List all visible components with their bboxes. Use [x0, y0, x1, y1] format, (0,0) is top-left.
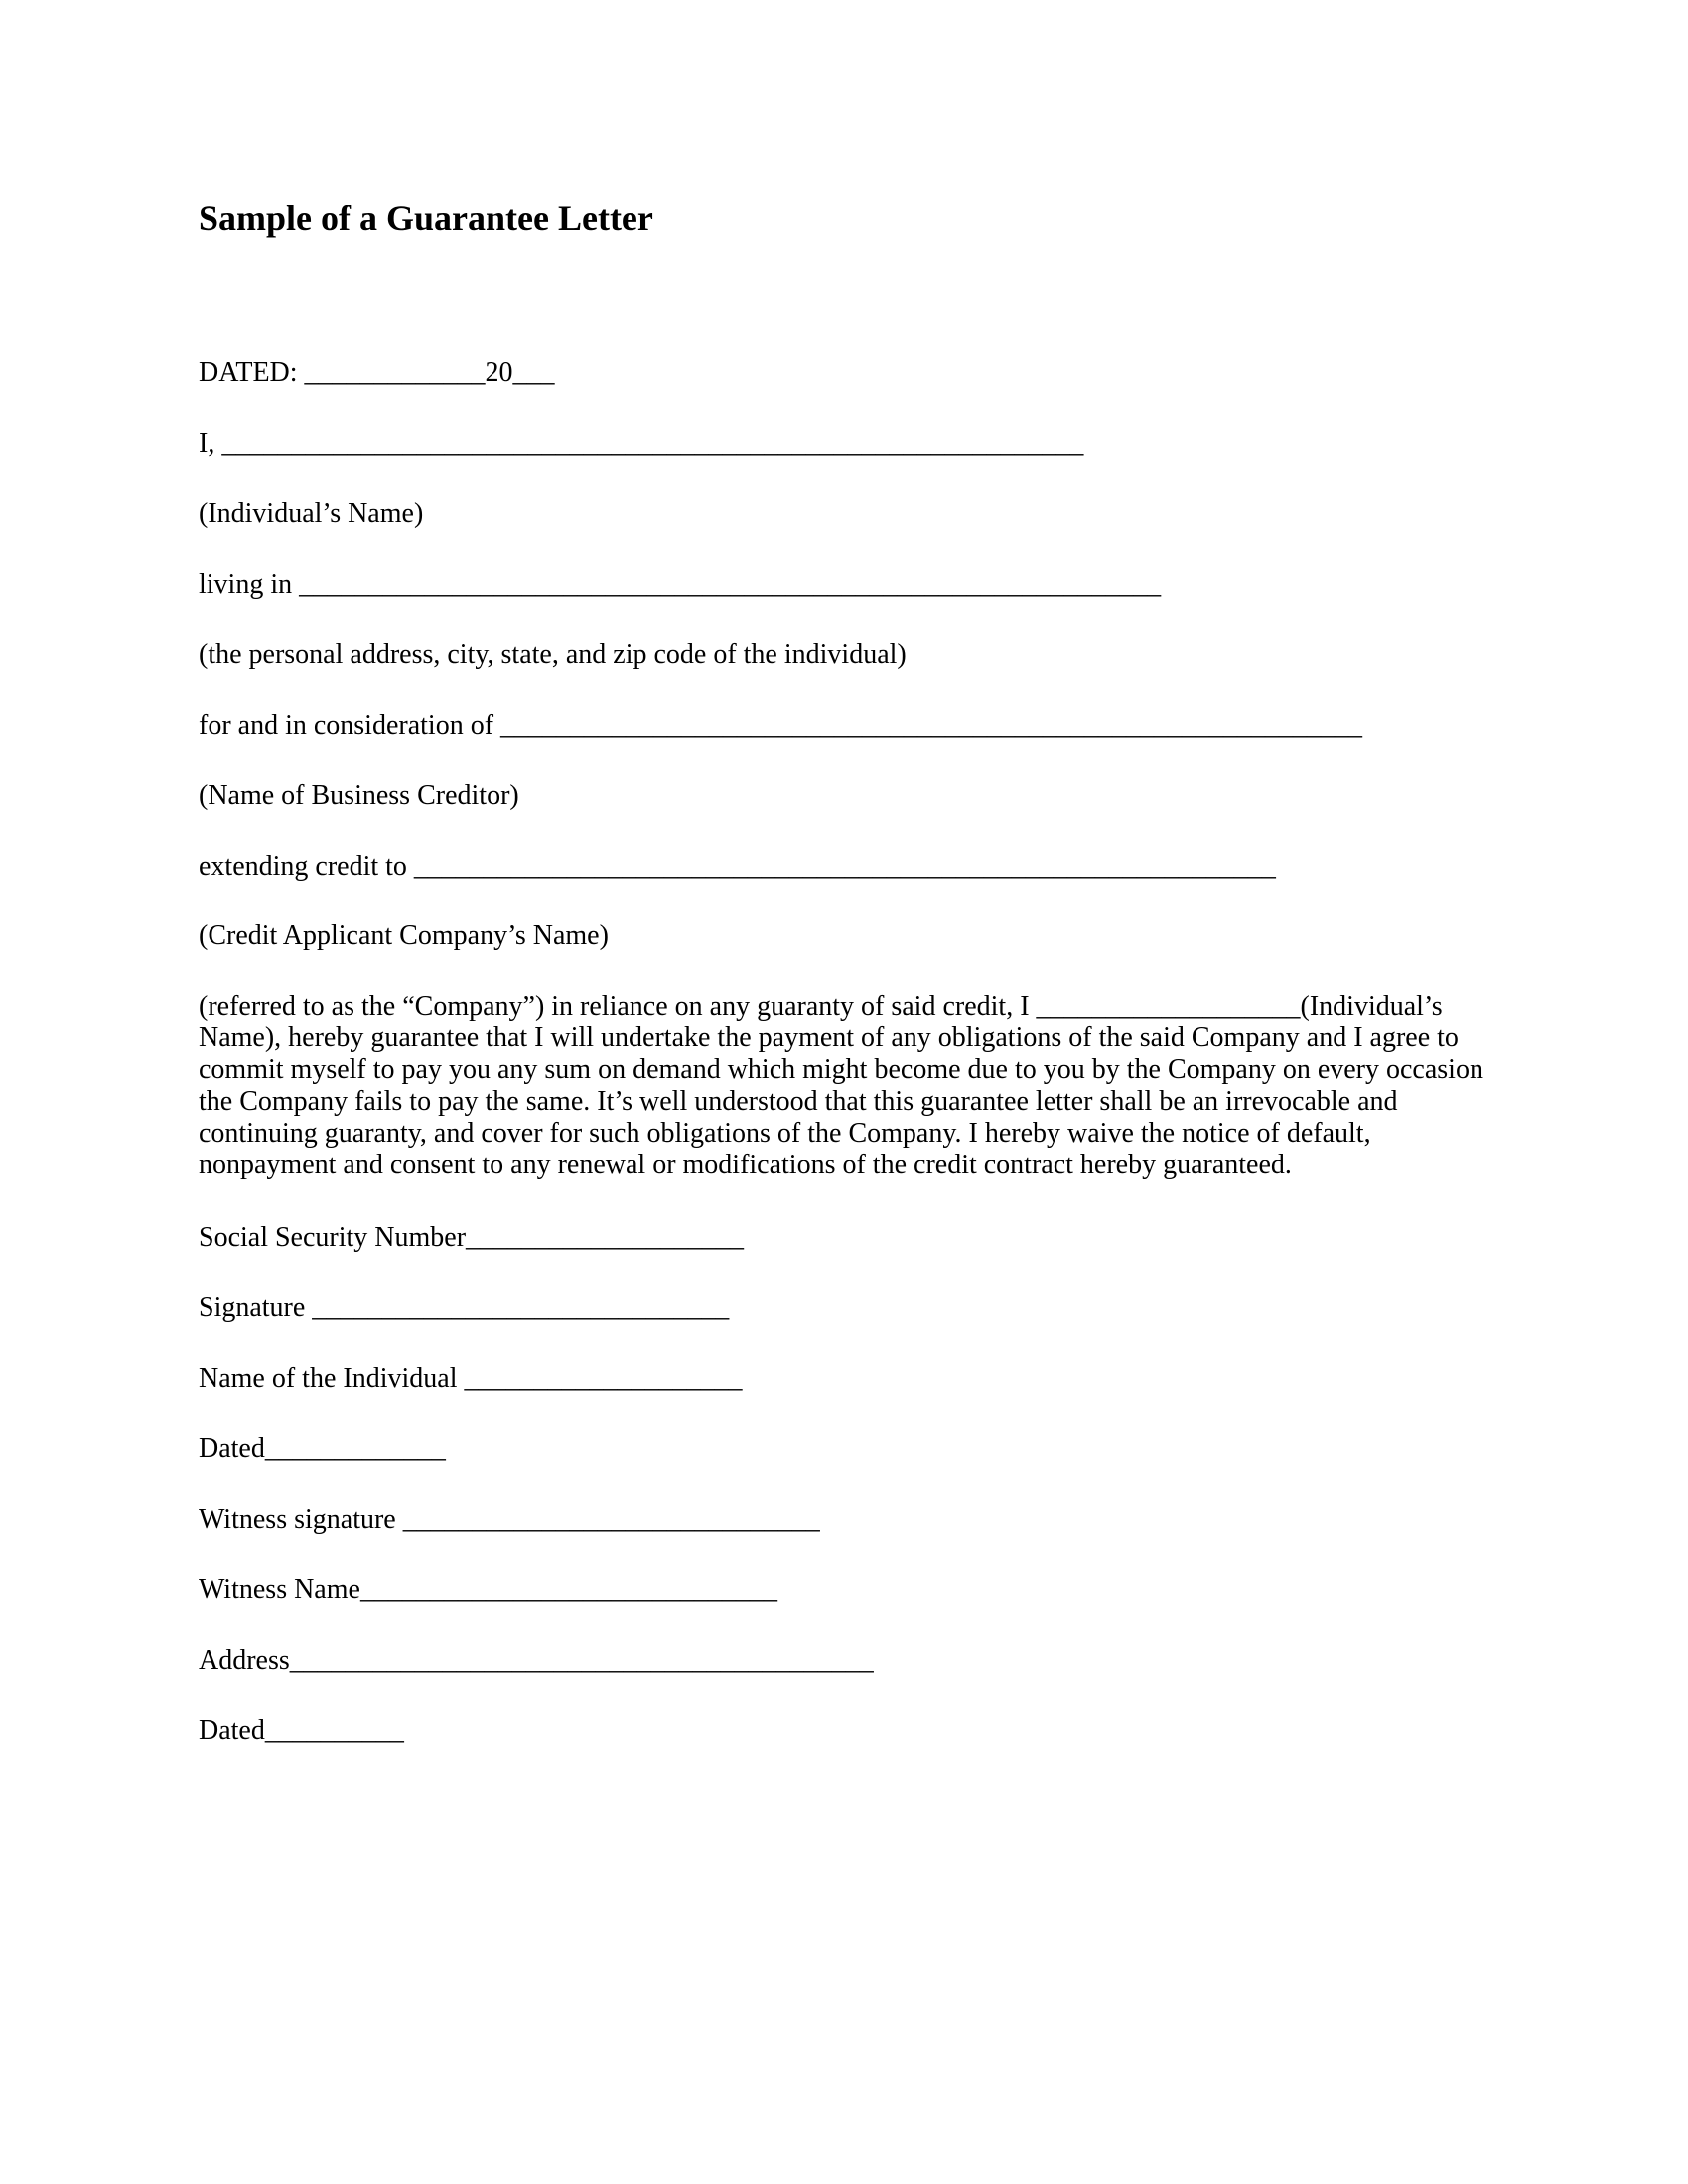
creditor-caption: (Name of Business Creditor) — [199, 780, 519, 811]
address-caption: (the personal address, city, state, and zip code of the individual) — [199, 639, 907, 670]
address-field: Address__________________________________________ — [199, 1645, 874, 1676]
address-line: living in ______________________________________________________________ — [199, 569, 1162, 600]
individual-name-caption: (Individual’s Name) — [199, 498, 424, 529]
credit-applicant-caption: (Credit Applicant Company’s Name) — [199, 920, 609, 951]
witness-dated-field: Dated__________ — [199, 1715, 404, 1746]
witness-signature-field: Witness signature ______________________________ — [199, 1504, 820, 1535]
creditor-line: for and in consideration of ______________________________________________________________ — [199, 710, 1363, 741]
dated-line: DATED: _____________20___ — [199, 357, 555, 388]
guarantee-paragraph: (referred to as the “Company”) in reliance on any guaranty of said credit, I ___________________(Individual’s Name), hereby guarantee that I will undertake the payment of any obligations of the said Company and I agree to commit myself to pay you any sum on demand which might become due to you by the Company on every occasion the Company fails to pay the same. It’s well understood that this guarantee letter shall be an irrevocable and continuing guaranty, and cover for such obligations of the Company. I hereby waive the notice of default, nonpayment and consent to any renewal or modifications of the credit contract hereby guaranteed. — [199, 991, 1483, 1180]
document-title: Sample of a Guarantee Letter — [199, 199, 653, 238]
credit-applicant-line: extending credit to ______________________________________________________________ — [199, 851, 1276, 882]
witness-name-field: Witness Name______________________________ — [199, 1574, 777, 1605]
ssn-field: Social Security Number____________________ — [199, 1222, 745, 1253]
individual-name-line: I, ______________________________________________________________ — [199, 428, 1084, 459]
dated-field: Dated_____________ — [199, 1433, 446, 1464]
signature-field: Signature ______________________________ — [199, 1293, 730, 1323]
individual-name-field: Name of the Individual ____________________ — [199, 1363, 743, 1394]
